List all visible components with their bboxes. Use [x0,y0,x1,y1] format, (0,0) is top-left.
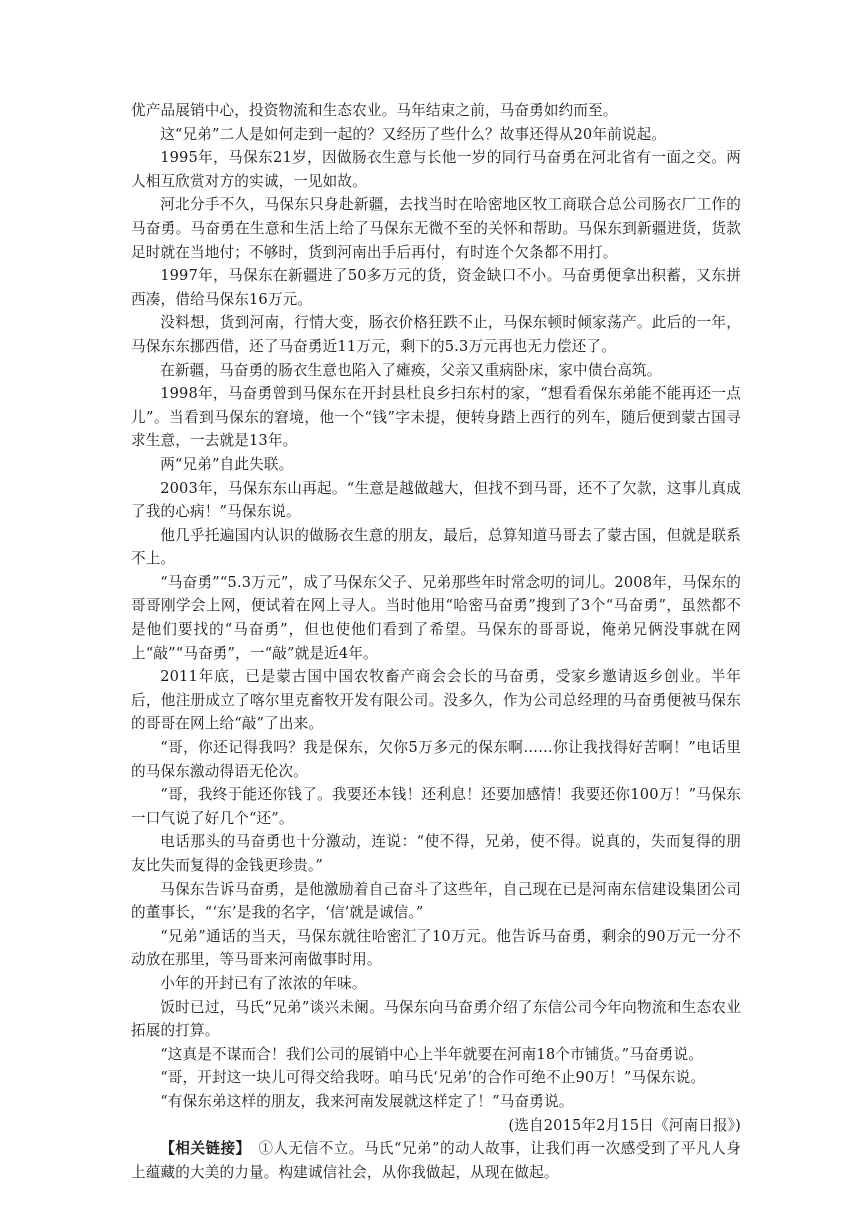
article-paragraph: “这真是不谋而合！我们公司的展销中心上半年就要在河南18个市铺货。”马奋勇说。 [160,1045,704,1063]
article-paragraph: 1998年，马奋勇曾到马保东在开封县杜良乡扫东村的家，“想看看保东弟能不能再还一点儿”。当看到马保东的窘境，他一个“钱”字未提，便转身踏上西行的列车，随后便到蒙古国寻求生意，一去就是13年。 [131,385,741,450]
article-body [131,99,741,1114]
article-paragraph: “兄弟”通话的当天，马保东就往哈密汇了10万元。他告诉马奋勇，剩余的90万元一分不动放在那里，等马哥来河南做事时用。 [131,927,741,969]
related-link-paragraph [131,1137,741,1184]
article-source: (选自2015年2月15日《河南日报》) [508,1116,741,1134]
article-paragraph: 河北分手不久，马保东只身赴新疆，去找当时在哈密地区牧工商联合总公司肠衣厂工作的马奋勇。马奋勇在生意和生活上给了马保东无微不至的关怀和帮助。马保东到新疆进货，货款足时就在当地付；不够时，货到河南出手后再付，有时连个欠条都不用打。 [131,196,741,261]
article-paragraph: “哥，我终于能还你钱了。我要还本钱！还利息！还要加感情！我要还你100万！”马保东一口气说了好几个“还”。 [131,786,741,827]
article-paragraph: “马奋勇”“5.3万元”，成了马保东父子、兄弟那些年时常念叨的词儿。2008年，马保东的哥哥刚学会上网，便试着在网上寻人。当时他用“哈密马奋勇”搜到了3个“马奋勇”，虽然都不是他们要找的“马奋勇”，但也使他们看到了希望。马保东的哥哥说，俺弟兄俩没事就在网上“敲”“马奋勇”，一“敲”就是近4年。 [131,573,741,662]
article-paragraph: 2003年，马保东东山再起。“生意是越做越大，但找不到马哥，还不了欠款，这事儿真成了我的心病！”马保东说。 [131,479,741,521]
article-paragraph: “有保东弟这样的朋友，我来河南发展就这样定了！”马奋勇说。 [160,1092,574,1110]
article-paragraph: 小年的开封已有了浓浓的年味。 [160,974,367,992]
article-paragraph: 1997年，马保东在新疆进了50多万元的货，资金缺口不小。马奋勇便拿出积蓄，又东拼西凑，借给马保东16万元。 [131,267,741,308]
article-paragraph: 1995年，马保东21岁，因做肠衣生意与长他一岁的同行马奋勇在河北省有一面之交。两人相互欣赏对方的实诚，一见如故。 [131,149,741,190]
article-paragraph: 他几乎托遍国内认识的做肠衣生意的朋友，最后，总算知道马哥去了蒙古国，但就是联系不上。 [131,526,741,568]
article-paragraph: 没料想，货到河南，行情大变，肠衣价格狂跌不止，马保东顿时倾家荡产。此后的一年，马保东东挪西借，还了马奋勇近11万元，剩下的5.3万元再也无力偿还了。 [131,314,741,355]
related-link-text: ①人无信不立。马氏“兄弟”的动人故事，让我们再一次感受到了平凡人身上蕴藏的大美的力量。构建诚信社会，从你我做起，从现在做起。 [131,1140,741,1181]
article-paragraph: 两“兄弟”自此失联。 [160,455,294,473]
article-paragraph: “哥，开封这一块儿可得交给我呀。咱马氏‘兄弟’的合作可绝不止90万！”马保东说。 [160,1069,706,1087]
article-paragraph: 饭时已过，马氏“兄弟”谈兴未阑。马保东向马奋勇介绍了东信公司今年向物流和生态农业拓展的打算。 [131,998,741,1040]
article-paragraph: 马保东告诉马奋勇，是他激励着自己奋斗了这些年，自己现在已是河南东信建设集团公司的董事长，“‘东’是我的名字，‘信’就是诚信。” [131,880,741,922]
related-link-label: 【相关链接】 [160,1140,251,1158]
article-paragraph: 在新疆，马奋勇的肠衣生意也陷入了瘫痪，父亲又重病卧床，家中债台高筑。 [160,361,662,379]
article-paragraph: 这“兄弟”二人是如何走到一起的？又经历了些什么？故事还得从20年前说起。 [160,125,667,143]
article-page [131,99,741,1184]
article-paragraph: “哥，你还记得我吗？我是保东，欠你5万多元的保东啊……你让我找得好苦啊！”电话里的马保东激动得语无伦次。 [131,739,741,780]
article-paragraph: 2011年底，已是蒙古国中国农牧畜产商会会长的马奋勇，受家乡邀请返乡创业。半年后，他注册成立了喀尔里克畜牧开发有限公司。没多久，作为公司总经理的马奋勇便被马保东的哥哥在网上给“敲”了出来。 [131,668,741,733]
article-paragraph: 优产品展销中心，投资物流和生态农业。马年结束之前，马奋勇如约而至。 [131,102,618,119]
article-paragraph: 电话那头的马奋勇也十分激动，连说：“使不得，兄弟，使不得。说真的，失而复得的朋友比失而复得的金钱更珍贵。” [131,833,741,874]
